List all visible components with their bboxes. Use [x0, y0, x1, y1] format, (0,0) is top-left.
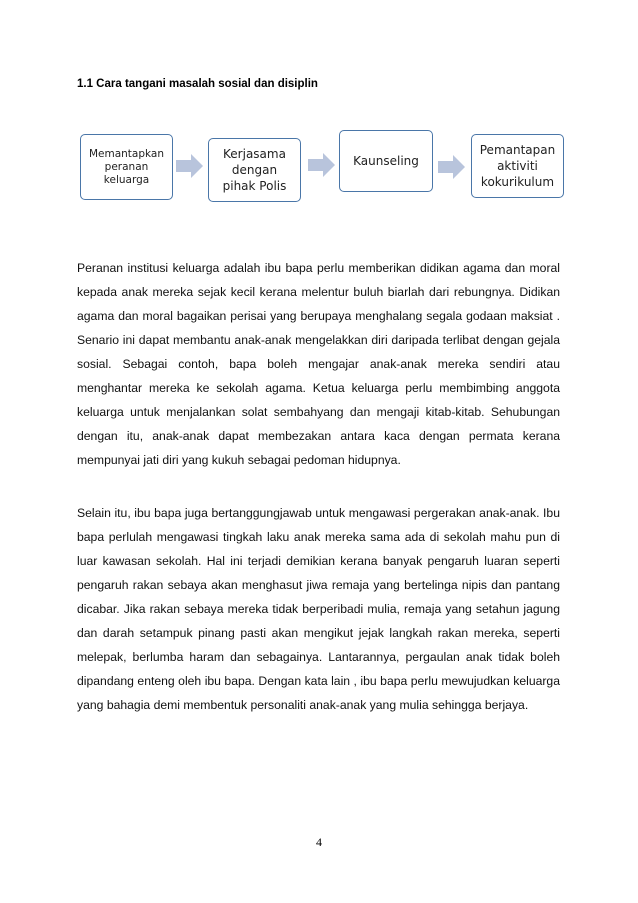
process-flow-diagram	[0, 0, 638, 240]
body-paragraph: Selain itu, ibu bapa juga bertanggungjawab untuk mengawasi pergerakan anak-anak. Ibu bapa perlulah mengawasi tingkah laku anak mereka sama ada di sekolah mahu pun di luar kawasan sekolah. Hal ini terjadi demikian kerana banyak pengaruh luaran seperti pengaruh rakan sebaya akan menghasut jiwa remaja yang bertelinga nipis dan pantang dicabar. Jika rakan sebaya mereka tidak berperibadi mulia, remaja yang setahun jagung dan darah setampuk pinang pasti akan mengikut jejak langkah rakan mereka, seperti melepak, berlumba haram dan sebagainya. Lantarannya, pergaulan anak tidak boleh dipandang enteng oleh ibu bapa. Dengan kata lain , ibu bapa perlu mewujudkan keluarga yang bahagia demi membentuk personaliti anak-anak yang mulia sehingga berjaya.	[77, 506, 560, 712]
flow-step-kokurikulum	[471, 134, 564, 198]
right-arrow-icon	[438, 155, 466, 179]
page-number: 4	[316, 835, 322, 849]
right-arrow-icon	[176, 154, 204, 178]
flow-step-label: Kerjasama dengan pihak Polis	[222, 147, 287, 193]
flow-step-label: Pemantapan aktiviti kokurikulum	[479, 143, 556, 189]
flow-step-keluarga	[80, 134, 173, 200]
body-paragraph: Peranan institusi keluarga adalah ibu bapa perlu memberikan didikan agama dan moral kepada anak mereka sejak kecil kerana melentur buluh biarlah dari rebungnya. Didikan agama dan moral bagaikan perisai yang berupaya menghalang segala godaan maksiat . Senario ini dapat membantu anak-anak mengelakkan diri daripada terlibat dengan gejala sosial. Sebagai contoh, bapa boleh mengajar anak-anak mereka sendiri atau menghantar mereka ke sekolah agama. Ketua keluarga perlu membimbing anggota keluarga untuk menjalankan solat sembahyang dan mengaji kitab-kitab. Sehubungan dengan itu, anak-anak dapat membezakan antara kaca dengan permata kerana mempunyai jati diri yang kukuh sebagai pedoman hidupnya.	[77, 261, 560, 467]
flow-step-label: Kaunseling	[353, 154, 419, 168]
flow-step-kaunseling	[339, 130, 433, 192]
flow-step-label: Memantapkan peranan keluarga	[88, 147, 165, 186]
right-arrow-icon	[308, 153, 336, 177]
section-heading: 1.1 Cara tangani masalah sosial dan disiplin	[77, 78, 318, 90]
flow-step-polis	[208, 138, 301, 202]
